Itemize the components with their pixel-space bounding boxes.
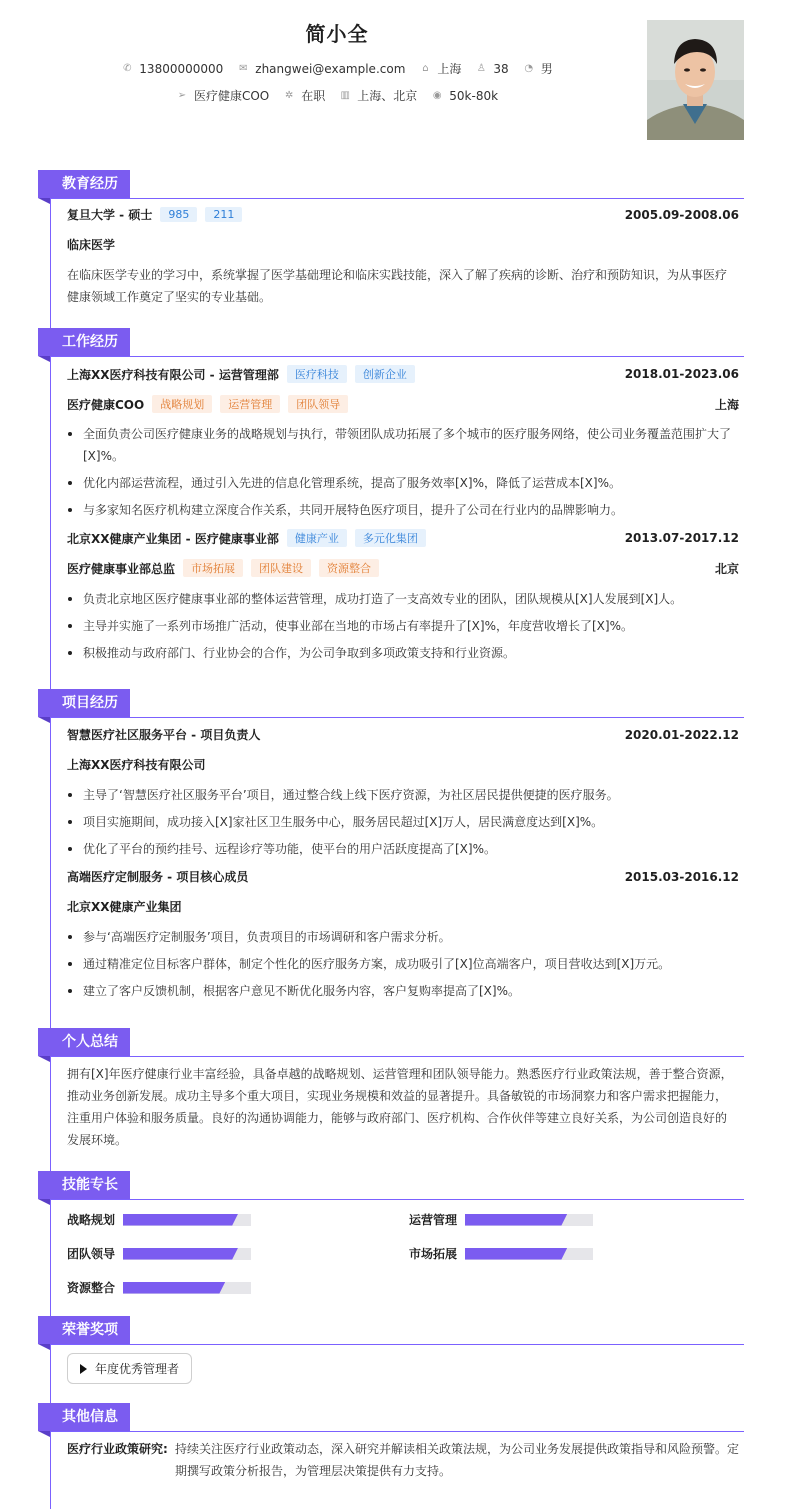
company-tag: 多元化集团 <box>355 529 426 547</box>
role-text: 医疗健康COO <box>193 89 270 103</box>
skill-bar-fill <box>465 1248 567 1260</box>
send-icon: ➢ <box>177 89 187 101</box>
education-date: 2005.09-2008.06 <box>624 207 739 222</box>
contact-row <box>0 60 674 77</box>
age-item <box>475 62 508 76</box>
status-icon: ✲ <box>285 89 294 101</box>
gender-item <box>523 60 553 77</box>
major-name: 临床医学 <box>67 238 116 252</box>
mail-icon: ✉ <box>239 62 248 74</box>
project-title: 智慧医疗社区服务平台 - 项目负责人 <box>67 728 261 742</box>
timeline-line <box>50 176 51 1509</box>
skill-tag: 运营管理 <box>220 395 280 413</box>
company-tag: 医疗科技 <box>287 365 347 383</box>
building-icon: ▥ <box>340 89 350 101</box>
skill-item <box>409 1211 593 1228</box>
skill-bar-fill <box>123 1282 225 1294</box>
section-title-work: 工作经历 <box>38 328 130 356</box>
award-item[interactable] <box>67 1353 192 1384</box>
skill-label: 团队领导 <box>67 1247 116 1261</box>
phone-item <box>121 62 223 76</box>
age-text: 38 <box>493 61 509 76</box>
company-tag: 健康产业 <box>287 529 347 547</box>
phone-text: 13800000000 <box>139 61 224 76</box>
salary-item <box>431 89 498 103</box>
skill-bar-fill <box>123 1248 238 1260</box>
candidate-name: 简小全 <box>305 22 369 46</box>
job-intent-row <box>0 87 674 104</box>
project-bullets <box>67 784 739 865</box>
coin-icon: ◉ <box>432 89 442 101</box>
list-item: 建立了客户反馈机制，根据客户意见不断优化服务内容，客户复购率提高了[X]%。 <box>67 980 739 1002</box>
section-rule <box>50 1056 744 1057</box>
other-label: 医疗行业政策研究: <box>67 1442 168 1456</box>
job-title: 医疗健康事业部总监 <box>67 561 176 576</box>
section-title-summary: 个人总结 <box>38 1028 130 1056</box>
skill-bar-fill <box>123 1214 238 1226</box>
project-org-row <box>67 898 739 915</box>
skill-tag: 团队建设 <box>251 559 311 577</box>
skill-bar <box>123 1282 251 1294</box>
workcity-text: 上海、北京 <box>357 89 418 103</box>
skill-tag: 战略规划 <box>152 395 212 413</box>
section-rule <box>50 356 744 357</box>
work-header <box>67 529 739 547</box>
skill-label: 市场拓展 <box>409 1247 458 1261</box>
skill-label: 运营管理 <box>409 1213 458 1227</box>
skill-bar <box>465 1214 593 1226</box>
list-item: 与多家知名医疗机构建立深度合作关系，共同开展特色医疗项目，提升了公司在行业内的品牌影响力。 <box>67 499 739 521</box>
skill-label: 战略规划 <box>67 1213 116 1227</box>
skill-item <box>67 1245 251 1262</box>
education-description: 在临床医学专业的学习中，系统掌握了医学基础理论和临床实践技能，深入了解了疾病的诊断、治疗和预防知识，为从事医疗健康领域工作奠定了坚实的专业基础。 <box>67 268 728 304</box>
project-title: 高端医疗定制服务 - 项目核心成员 <box>67 870 249 884</box>
work-role-row <box>67 559 739 577</box>
other-text: 持续关注医疗行业政策动态，深入研究并解读相关政策法规，为公司业务发展提供政策指导和风险预警。定期撰写政策分析报告，为管理层决策提供有力支持。 <box>175 1442 740 1478</box>
cake-icon: ♙ <box>476 62 486 74</box>
email-item <box>237 62 405 76</box>
list-item: 主导了‘智慧医疗社区服务平台’项目，通过整合线上线下医疗资源，为社区居民提供便捷的医疗服务。 <box>67 784 739 806</box>
work-role-row <box>67 395 739 413</box>
work-location: 上海 <box>714 397 739 412</box>
major-row <box>67 236 739 253</box>
city-text: 上海 <box>437 62 462 76</box>
project-header <box>67 726 739 743</box>
skill-tag: 团队领导 <box>288 395 348 413</box>
role-item <box>176 87 269 104</box>
list-item: 优化内部运营流程，通过引入先进的信息化管理系统，提高了服务效率[X]%，降低了运营成本[X]%。 <box>67 472 739 494</box>
project-header <box>67 868 739 885</box>
work-date: 2013.07-2017.12 <box>624 531 739 545</box>
list-item: 通过精准定位目标客户群体，制定个性化的医疗服务方案，成功吸引了[X]位高端客户，项目营收达到[X]万元。 <box>67 953 739 975</box>
gender-text: 男 <box>540 62 553 76</box>
project-org-row <box>67 756 739 773</box>
skill-bar <box>465 1248 593 1260</box>
project-org: 上海XX医疗科技有限公司 <box>67 758 206 772</box>
award-label: 年度优秀管理者 <box>95 1362 180 1376</box>
section-title-other: 其他信息 <box>38 1403 130 1431</box>
school-name: 复旦大学 - 硕士 <box>67 208 153 222</box>
company-tag: 创新企业 <box>355 365 415 383</box>
project-date: 2015.03-2016.12 <box>624 869 739 884</box>
education-header <box>67 206 739 223</box>
company-name: 北京XX健康产业集团 - 医疗健康事业部 <box>67 531 279 546</box>
work-bullets <box>67 423 739 526</box>
skill-tag: 市场拓展 <box>183 559 243 577</box>
workcity-item <box>339 87 417 104</box>
list-item: 项目实施期间，成功接入[X]家社区卫生服务中心，服务居民超过[X]万人，居民满意度达到[X]%。 <box>67 811 739 833</box>
skill-tag: 资源整合 <box>319 559 379 577</box>
work-header <box>67 365 739 383</box>
section-title-education: 教育经历 <box>38 170 130 198</box>
skill-bar <box>123 1248 251 1260</box>
section-title-awards: 荣誉奖项 <box>38 1316 130 1344</box>
list-item: 优化了平台的预约挂号、远程诊疗等功能，使平台的用户活跃度提高了[X]%。 <box>67 838 739 860</box>
section-rule <box>50 1344 744 1345</box>
skill-item <box>409 1245 593 1262</box>
job-title: 医疗健康COO <box>67 397 145 412</box>
list-item: 积极推动与政府部门、行业协会的合作，为公司争取到多项政策支持和行业资源。 <box>67 642 739 664</box>
work-bullets <box>67 588 739 669</box>
status-item <box>283 87 325 104</box>
work-date: 2018.01-2023.06 <box>624 367 739 381</box>
status-text: 在职 <box>301 89 326 103</box>
school-tag: 985 <box>160 207 197 222</box>
resume-header <box>0 0 794 150</box>
school-tag: 211 <box>205 207 242 222</box>
section-rule <box>50 1199 744 1200</box>
work-location: 北京 <box>714 561 739 576</box>
salary-text: 50k-80k <box>449 88 499 103</box>
summary-text: 拥有[X]年医疗健康行业丰富经验，具备卓越的战略规划、运营管理和团队领导能力。熟悉医疗行业政策法规，善于整合资源，推动业务创新发展。成功主导多个重大项目，实现业务规模和效益的显著提升。具备敏锐的市场洞察力和客户需求把握能力，注重用户体验和服务质量。良好的沟通协调能力，能够与政府部门、医疗机构、合作伙伴等建立良好关系，为公司创造良好的发展环境。 <box>67 1067 733 1147</box>
section-rule <box>50 198 744 199</box>
company-name: 上海XX医疗科技有限公司 - 运营管理部 <box>67 367 279 382</box>
list-item: 全面负责公司医疗健康业务的战略规划与执行，带领团队成功拓展了多个城市的医疗服务网络，使公司业务覆盖范围扩大了[X]%。 <box>67 423 739 467</box>
skill-label: 资源整合 <box>67 1281 116 1295</box>
section-rule <box>50 717 744 718</box>
skill-item <box>67 1211 251 1228</box>
phone-icon: ✆ <box>123 62 132 74</box>
play-icon <box>80 1364 87 1374</box>
section-title-projects: 项目经历 <box>38 689 130 717</box>
section-rule <box>50 1431 744 1432</box>
skill-item <box>67 1279 251 1296</box>
email-text: zhangwei@example.com <box>255 61 406 76</box>
list-item: 参与‘高端医疗定制服务’项目，负责项目的市场调研和客户需求分析。 <box>67 926 739 948</box>
skill-bar <box>123 1214 251 1226</box>
avatar <box>647 20 744 140</box>
list-item: 负责北京地区医疗健康事业部的整体运营管理，成功打造了一支高效专业的团队，团队规模从[X]人发展到[X]人。 <box>67 588 739 610</box>
city-item <box>419 60 461 77</box>
skill-bar-fill <box>465 1214 567 1226</box>
project-date: 2020.01-2022.12 <box>624 727 739 742</box>
section-title-skills: 技能专长 <box>38 1171 130 1199</box>
project-org: 北京XX健康产业集团 <box>67 900 182 914</box>
project-bullets <box>67 926 739 1007</box>
home-icon: ⌂ <box>422 62 429 74</box>
avatar-photo <box>647 20 744 140</box>
list-item: 主导并实施了一系列市场推广活动，使事业部在当地的市场占有率提升了[X]%，年度营收增长了[X]%。 <box>67 615 739 637</box>
gender-icon: ◔ <box>524 62 534 74</box>
